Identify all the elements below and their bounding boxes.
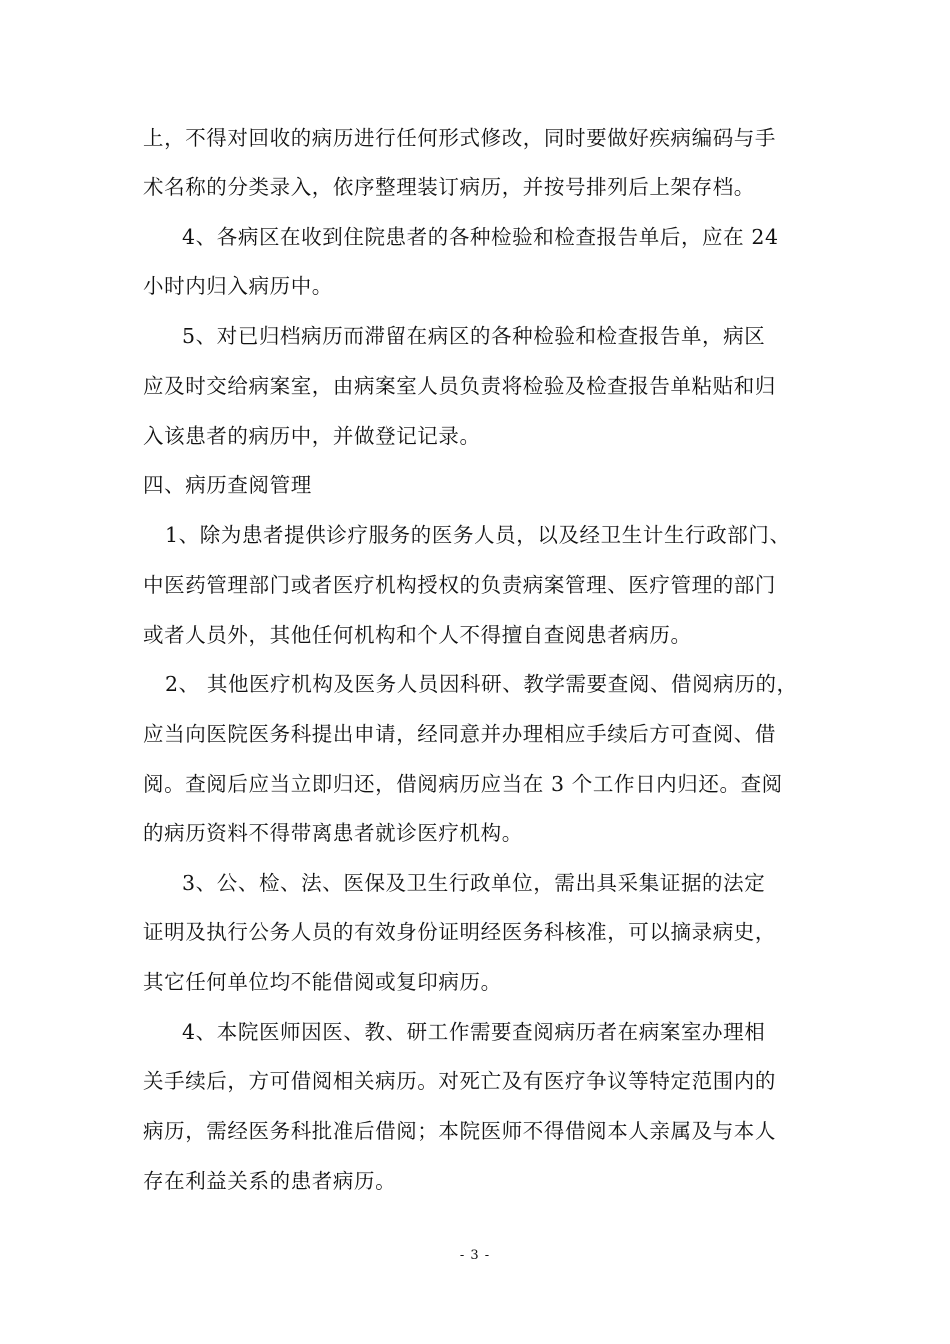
text-line-7: 入该患者的病历中，并做登记记录。 bbox=[143, 424, 481, 448]
text-line-16: 3、公、检、法、医保及卫生行政单位，需出具采集证据的法定 bbox=[182, 871, 766, 895]
text-line-6: 应及时交给病案室，由病案室人员负责将检验及检查报告单粘贴和归 bbox=[143, 374, 776, 398]
text-line-22: 存在利益关系的患者病历。 bbox=[143, 1169, 397, 1193]
text-line-19: 4、本院医师因医、教、研工作需要查阅病历者在病案室办理相 bbox=[182, 1020, 766, 1044]
section-heading: 四、病历查阅管理 bbox=[143, 473, 312, 497]
text-line-14: 阅。查阅后应当立即归还，借阅病历应当在 3 个工作日内归还。查阅 bbox=[143, 772, 783, 796]
text-line-13: 应当向医院医务科提出申请，经同意并办理相应手续后方可查阅、借 bbox=[143, 722, 776, 746]
text-line-21: 病历，需经医务科批准后借阅；本院医师不得借阅本人亲属及与本人 bbox=[143, 1119, 776, 1143]
text-line-12: 2、 其他医疗机构及医务人员因科研、教学需要查阅、借阅病历的， bbox=[165, 672, 798, 696]
text-line-5: 5、对已归档病历而滞留在病区的各种检验和检查报告单，病区 bbox=[182, 324, 766, 348]
text-line-11: 或者人员外，其他任何机构和个人不得擅自查阅患者病历。 bbox=[143, 623, 692, 647]
page-number: - 3 - bbox=[459, 1248, 491, 1263]
text-line-9: 1、除为患者提供诊疗服务的医务人员，以及经卫生计生行政部门、 bbox=[165, 523, 791, 547]
text-line-10: 中医药管理部门或者医疗机构授权的负责病案管理、医疗管理的部门 bbox=[143, 573, 776, 597]
text-line-3: 4、各病区在收到住院患者的各种检验和检查报告单后，应在 24 bbox=[182, 225, 779, 249]
text-line-15: 的病历资料不得带离患者就诊医疗机构。 bbox=[143, 821, 523, 845]
text-line-4: 小时内归入病历中。 bbox=[143, 274, 333, 298]
text-line-18: 其它任何单位均不能借阅或复印病历。 bbox=[143, 970, 502, 994]
text-line-17: 证明及执行公务人员的有效身份证明经医务科核准，可以摘录病史， bbox=[143, 920, 776, 944]
text-line-2: 术名称的分类录入，依序整理装订病历，并按号排列后上架存档。 bbox=[143, 175, 755, 199]
text-line-1: 上，不得对回收的病历进行任何形式修改，同时要做好疾病编码与手 bbox=[143, 126, 776, 150]
text-line-20: 关手续后，方可借阅相关病历。对死亡及有医疗争议等特定范围内的 bbox=[143, 1069, 776, 1093]
